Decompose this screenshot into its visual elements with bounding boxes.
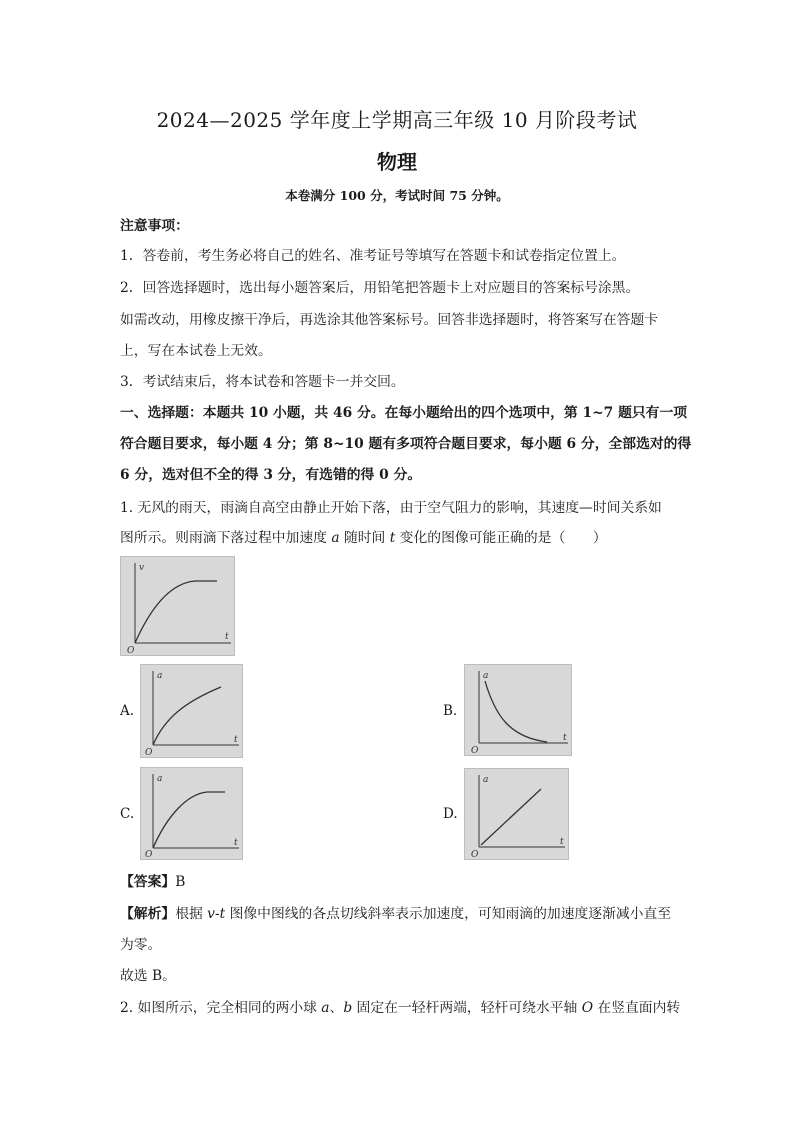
q2-text-c: 在竖直面内转	[593, 1000, 681, 1016]
option-c-label[interactable]: C.	[120, 806, 135, 822]
answer-value: B	[175, 874, 186, 890]
analysis-text-b: 图像中图线的各点切线斜率表示加速度，可知雨滴的加速度逐渐减小直至	[225, 906, 672, 922]
option-a-curve	[153, 687, 221, 745]
option-c-graph[interactable]	[140, 767, 243, 860]
velocity-time-graph	[120, 556, 235, 656]
option-b-y-label: a	[483, 671, 489, 681]
q2-sep: 、	[329, 1000, 344, 1016]
var-t: t	[389, 530, 396, 546]
subject-title: 物理	[377, 150, 417, 174]
note-1: 1．答卷前，考生务必将自己的姓名、准考证号等填写在答题卡和试卷指定位置上。	[120, 248, 626, 264]
option-d-x-label: t	[560, 837, 564, 847]
option-b-label[interactable]: B.	[443, 703, 458, 719]
option-a-x-label: t	[234, 735, 238, 745]
answer-tag: 【答案】	[120, 874, 176, 890]
option-a-y-label: a	[157, 671, 163, 681]
option-b-origin: O	[471, 746, 479, 755]
option-b-curve	[485, 681, 547, 742]
option-a-origin: O	[145, 748, 153, 757]
note-3: 3．考试结束后，将本试卷和答题卡一并交回。	[120, 374, 405, 390]
var-a: a	[331, 530, 340, 546]
section-instruction-line-1: 一、选择题：本题共 10 小题，共 46 分。在每小题给出的四个选项中，第 1~7 题只有一项	[120, 405, 688, 421]
note-2-end: 上，写在本试卷上无效。	[120, 343, 272, 359]
q1-text-c: 变化的图像可能正确的是（ ）	[395, 530, 607, 546]
velocity-curve	[135, 581, 217, 643]
var-a-ball: a	[321, 1000, 330, 1016]
option-c-origin: O	[145, 850, 153, 859]
var-b-ball: b	[343, 1000, 353, 1016]
conclusion-line: 故选 B。	[120, 968, 176, 984]
analysis-tag: 【解析】	[120, 906, 176, 922]
option-d-graph[interactable]	[464, 768, 569, 860]
notes-heading: 注意事项：	[120, 218, 189, 234]
analysis-line-1	[120, 904, 671, 924]
question-1-line-1: 1. 无风的雨天，雨滴自高空由静止开始下落，由于空气阻力的影响，其速度—时间关系如	[120, 500, 662, 516]
section-instruction-line-3: 6 分，选对但不全的得 3 分，有选错的得 0 分。	[120, 467, 422, 483]
option-d-label[interactable]: D.	[443, 806, 458, 822]
exam-info: 本卷满分 100 分，考试时间 75 分钟。	[285, 188, 509, 203]
axis-y-label: v	[139, 563, 145, 573]
option-c-curve	[153, 792, 225, 848]
q1-text-b: 随时间	[339, 530, 390, 546]
option-a-label[interactable]: A.	[120, 703, 135, 719]
exam-title: 2024—2025 学年度上学期高三年级 10 月阶段考试	[156, 108, 638, 132]
option-c-y-label: a	[157, 774, 163, 784]
option-d-y-label: a	[483, 775, 489, 785]
option-c-x-label: t	[234, 838, 238, 848]
var-vt: v-t	[207, 906, 226, 922]
question-2-line-1	[120, 998, 680, 1018]
q1-text-a: 图所示。则雨滴下落过程中加速度	[120, 530, 332, 546]
option-d-line	[481, 789, 541, 845]
answer-line	[120, 872, 185, 892]
q2-text-b: 固定在一轻杆两端，轻杆可绕水平轴	[352, 1000, 582, 1016]
option-b-x-label: t	[563, 733, 567, 743]
note-2-continued: 如需改动，用橡皮擦干净后，再选涂其他答案标号。回答非选择题时，将答案写在答题卡	[120, 312, 659, 328]
option-b-graph[interactable]	[464, 664, 572, 756]
origin-label: O	[127, 646, 135, 655]
option-a-graph[interactable]	[140, 664, 243, 758]
analysis-text-a: 根据	[175, 906, 208, 922]
section-instruction-line-2: 符合题目要求，每小题 4 分；第 8~10 题有多项符合题目要求，每小题 6 分，全部选对的得	[120, 436, 692, 452]
note-2: 2．回答选择题时，选出每小题答案后，用铅笔把答题卡上对应题目的答案标号涂黑。	[120, 280, 640, 296]
var-o-axis: O	[581, 1000, 594, 1016]
analysis-line-2: 为零。	[120, 937, 162, 953]
question-1-line-2	[120, 528, 607, 548]
option-d-origin: O	[471, 850, 479, 859]
q2-text-a: 2. 如图所示，完全相同的两小球	[120, 1000, 322, 1016]
axis-x-label: t	[225, 632, 229, 642]
